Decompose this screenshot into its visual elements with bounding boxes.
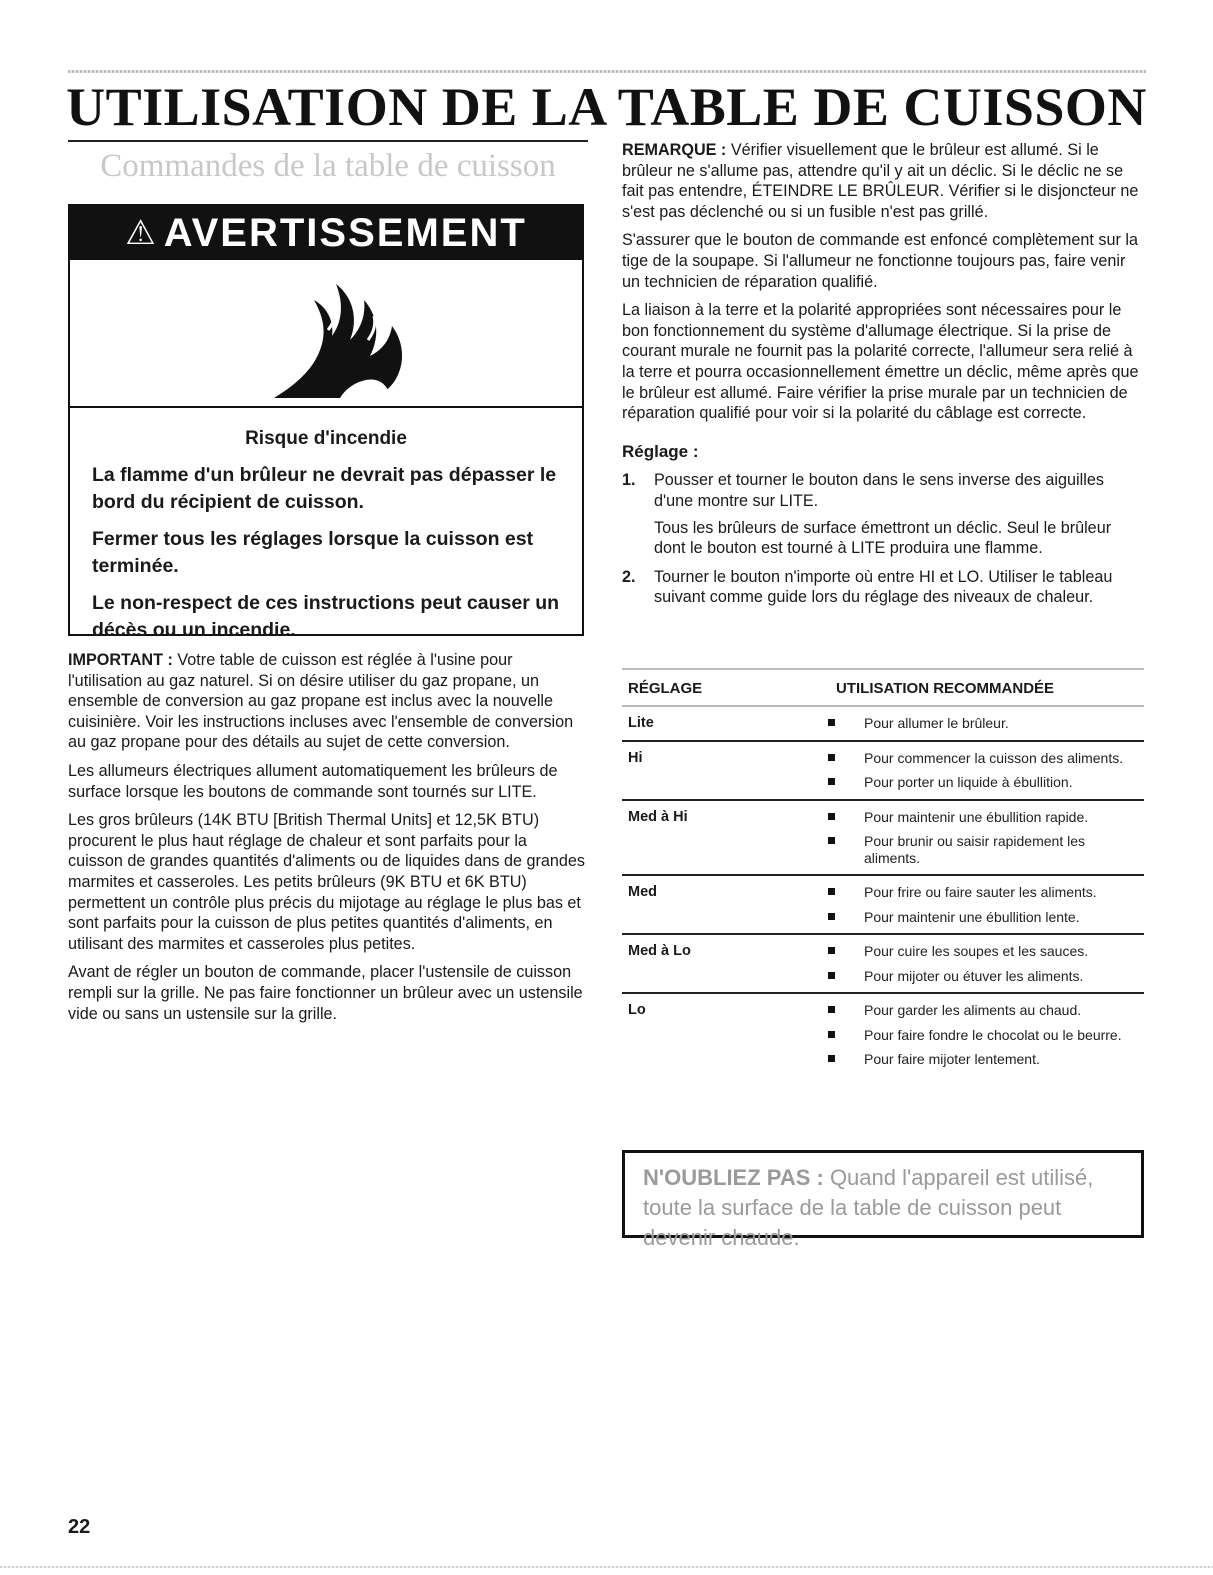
important-lead: IMPORTANT : xyxy=(68,651,173,669)
use-cell xyxy=(828,943,1144,984)
step-item xyxy=(622,470,1144,558)
remarque-paragraph xyxy=(622,140,1144,222)
left-column xyxy=(68,650,586,1032)
cookware-paragraph: Avant de régler un bouton de commande, placer l'ustensile de cuisson rempli sur la grille. Ne pas faire fonctionner un brûleur avec un ustensile vide ou sans un ustensile sur la grille. xyxy=(68,963,583,1023)
setting-cell: Med xyxy=(628,884,657,900)
reglage-steps xyxy=(622,470,1144,608)
bullet-icon xyxy=(828,837,835,844)
step-subtext: Tous les brûleurs de surface émettront un déclic. Seul le brûleur dont le bouton est tourné à LITE produira une flamme. xyxy=(654,518,1112,558)
warning-body xyxy=(70,406,582,654)
header-use: UTILISATION RECOMMANDÉE xyxy=(836,680,1055,697)
warning-box xyxy=(68,204,584,641)
use-item: Pour cuire les soupes et les sauces. xyxy=(828,943,1144,960)
page-number: 22 xyxy=(68,1516,91,1538)
important-paragraph xyxy=(68,650,586,753)
warning-heading: AVERTISSEMENT xyxy=(163,210,527,255)
table-row xyxy=(622,742,1144,801)
warning-header xyxy=(70,206,582,260)
use-item: Pour brunir ou saisir rapidement les aliments. xyxy=(828,833,1144,866)
table-row xyxy=(622,876,1144,935)
use-cell xyxy=(828,750,1144,791)
section-rule xyxy=(68,140,588,142)
use-item: Pour faire fondre le chocolat ou le beurre. xyxy=(828,1027,1144,1044)
header-setting: RÉGLAGE xyxy=(628,680,703,697)
bullet-icon xyxy=(828,719,835,726)
use-item: Pour mijoter ou étuver les aliments. xyxy=(828,968,1144,985)
bullet-icon xyxy=(828,1031,835,1038)
setting-cell: Hi xyxy=(628,749,643,766)
bullet-icon xyxy=(828,1006,835,1013)
risk-title: Risque d'incendie xyxy=(245,428,407,449)
bullet-icon xyxy=(828,1055,835,1062)
setting-cell: Med à Hi xyxy=(628,808,688,825)
use-cell xyxy=(828,1002,1144,1068)
use-cell xyxy=(828,809,1144,867)
table-header xyxy=(622,668,1144,707)
setting-cell: Lite xyxy=(628,715,654,731)
use-item: Pour frire ou faire sauter les aliments. xyxy=(828,884,1144,901)
use-item: Pour garder les aliments au chaud. xyxy=(828,1002,1144,1019)
use-item: Pour faire mijoter lentement. xyxy=(828,1051,1144,1068)
right-column xyxy=(622,140,1144,616)
table-row xyxy=(622,801,1144,877)
important-text: Votre table de cuisson est réglée à l'usine pour l'utilisation au gaz naturel. Si on désire utiliser du gaz propane, un ensemble de conversion au gaz propane est inclus avec la nouvelle cuisinière. Voir les instructions incluses avec l'ensemble de conversion au gaz propane pour des détails au sujet de cette conversion. xyxy=(68,651,574,752)
settings-table xyxy=(622,668,1144,1076)
knob-paragraph: S'assurer que le bouton de commande est enfoncé complètement sur la tige de la soupape. Si l'allumeur ne fonctionne toujours pas, faire venir un technicien de réparation qualifié. xyxy=(622,231,1138,291)
bullet-icon xyxy=(828,888,835,895)
use-item: Pour maintenir une ébullition rapide. xyxy=(828,809,1144,826)
use-item: Pour allumer le brûleur. xyxy=(828,715,1144,732)
setting-cell: Lo xyxy=(628,1002,646,1018)
bullet-icon xyxy=(828,754,835,761)
step-number: 2. xyxy=(622,567,636,586)
use-cell xyxy=(828,715,1144,732)
table-row xyxy=(622,994,1144,1076)
warning-line: Le non-respect de ces instructions peut causer un décès ou un incendie. xyxy=(92,592,560,641)
reglage-heading: Réglage : xyxy=(622,441,699,461)
warning-line: Fermer tous les réglages lorsque la cuisson est terminée. xyxy=(92,528,534,577)
reminder-text: Quand l'appareil est utilisé, toute la surface de la table de cuisson peut devenir chaude. xyxy=(643,1165,1094,1250)
step-item xyxy=(622,567,1144,608)
use-item: Pour maintenir une ébullition lente. xyxy=(828,909,1144,926)
bullet-icon xyxy=(828,947,835,954)
igniter-paragraph: Les allumeurs électriques allument automatiquement les brûleurs de surface lorsque les boutons de commande sont tournés sur LITE. xyxy=(68,761,558,801)
reminder-lead: N'OUBLIEZ PAS : xyxy=(643,1165,824,1190)
remarque-lead: REMARQUE : xyxy=(622,141,727,159)
section-subtitle: Commandes de la table de cuisson xyxy=(100,148,556,184)
step-number: 1. xyxy=(622,471,636,490)
table-row xyxy=(622,935,1144,994)
polarity-paragraph: La liaison à la terre et la polarité appropriées sont nécessaires pour le bon fonctionnement du système d'allumage électrique. Si la prise de courant murale ne fournit pas la polarité correcte, l'allumeur sera relié à la terre et pourra occasionnellement émettre un déclic, même après que le brûleur est allumé. Faire vérifier la prise murale par un technicien de réparation qualifié pour voir si la polarité du câblage est correcte. xyxy=(622,301,1139,423)
fire-hazard-icon xyxy=(270,270,420,402)
step-text: Tourner le bouton n'importe où entre HI et LO. Utiliser le tableau suivant comme guide lors du réglage des niveaux de chaleur. xyxy=(654,567,1113,607)
bottom-divider xyxy=(0,1566,1213,1568)
table-row xyxy=(622,707,1144,742)
step-text: Pousser et tourner le bouton dans le sens inverse des aiguilles d'une montre sur LITE. xyxy=(654,471,1104,510)
page-title: UTILISATION DE LA TABLE DE CUISSON xyxy=(66,77,1147,137)
warning-line: La flamme d'un brûleur ne devrait pas dépasser le bord du récipient de cuisson. xyxy=(92,464,557,513)
bullet-icon xyxy=(828,778,835,785)
bullet-icon xyxy=(828,813,835,820)
bullet-icon xyxy=(828,972,835,979)
use-item: Pour commencer la cuisson des aliments. xyxy=(828,750,1144,767)
setting-cell: Med à Lo xyxy=(628,943,691,959)
bullet-icon xyxy=(828,913,835,920)
burners-paragraph: Les gros brûleurs (14K BTU [British Thermal Units] et 12,5K BTU) procurent le plus haut réglage de chaleur et sont parfaits pour la cuisson de grandes quantités d'aliments ou de liquides dans de grandes marmites et casseroles. Les petits brûleurs (9K BTU et 6K BTU) permettent un contrôle plus précis du mijotage au réglage le plus bas et sont parfaits pour la cuisson de plus petites quantités d'aliments, en utilisant des marmites et casseroles plus petites. xyxy=(68,811,585,953)
top-divider xyxy=(68,70,1146,73)
reminder-box xyxy=(622,1150,1144,1250)
warning-triangle-icon: ⚠ xyxy=(125,214,158,252)
remarque-text: Vérifier visuellement que le brûleur est allumé. Si le brûleur ne s'allume pas, attendre qu'il y ait un déclic. Si le déclic ne se fait pas entendre, ÉTEINDRE LE BRÛLEUR. Vérifier si le disjoncteur ne s'est pas déclenché ou si un fusible n'est pas grillé. xyxy=(622,141,1139,221)
use-item: Pour porter un liquide à ébullition. xyxy=(828,774,1144,791)
use-cell xyxy=(828,884,1144,925)
